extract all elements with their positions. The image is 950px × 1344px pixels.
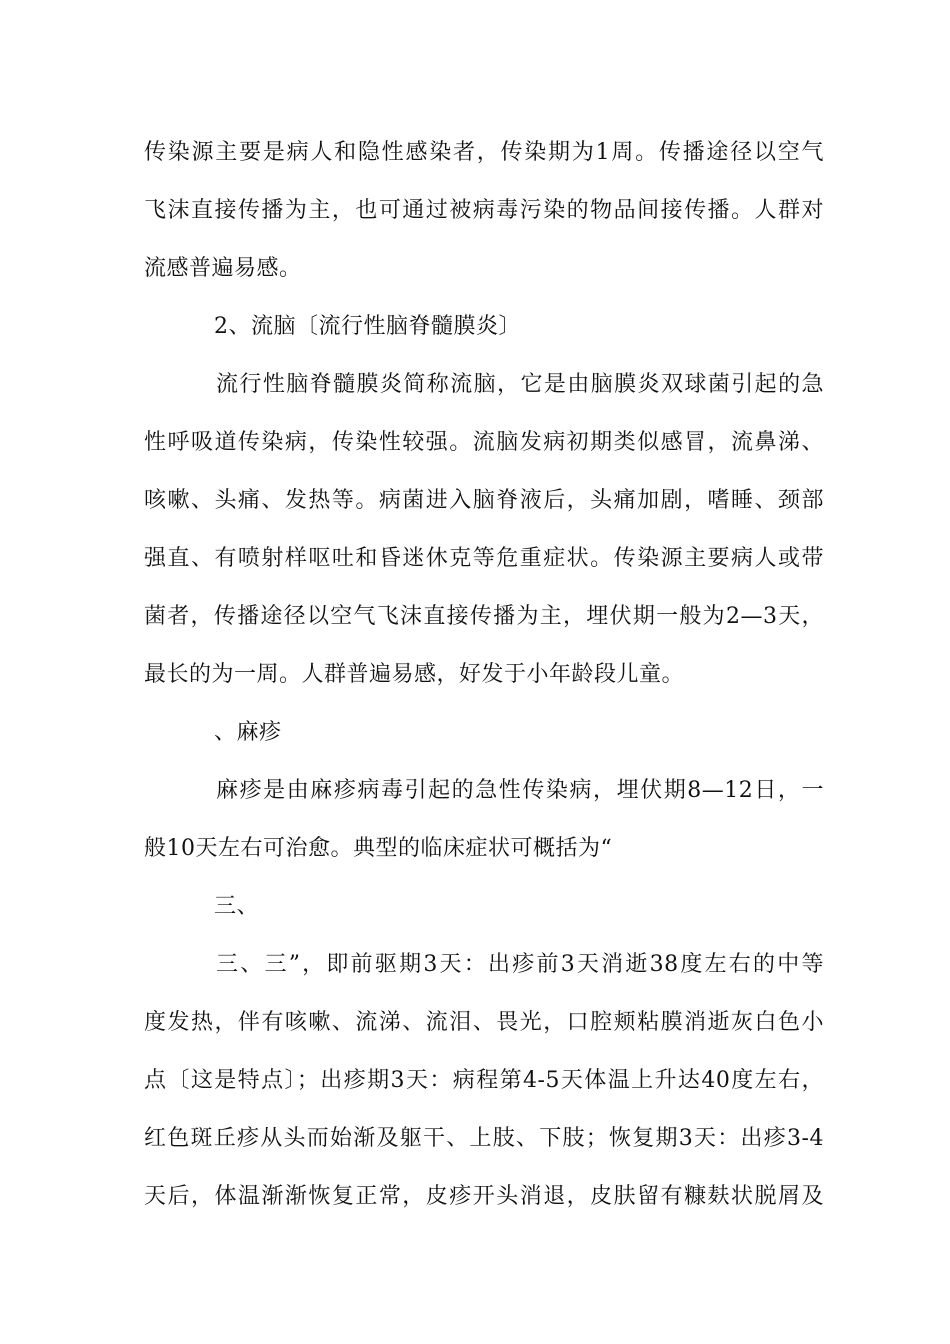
text-line-14: 三、 xyxy=(214,894,260,919)
text-line-2: 飞沫直接传播为主，也可通过被病毒污染的物品间接传播。人群对 xyxy=(144,198,824,223)
text-line-18: 红色斑丘疹从头而始渐及躯干、上肢、下肢；恢复期3天：出疹3-4 xyxy=(144,1126,824,1151)
text-line-16: 度发热，伴有咳嗽、流涕、流泪、畏光，口腔颊粘膜消逝灰白色小 xyxy=(144,1010,824,1035)
text-line-3: 流感普遍易感。 xyxy=(144,256,302,281)
text-line-12: 麻疹是由麻疹病毒引起的急性传染病，埋伏期8—12日，一 xyxy=(216,778,824,803)
text-line-7: 咳嗽、头痛、发热等。病菌进入脑脊液后，头痛加剧，嗜睡、颈部 xyxy=(144,488,824,513)
text-line-10: 最长的为一周。人群普遍易感，好发于小年龄段儿童。 xyxy=(144,662,685,687)
text-line-17: 点〔这是特点〕；出疹期3天：病程第4-5天体温上升达40度左右， xyxy=(144,1068,824,1093)
document-body xyxy=(144,124,824,1226)
text-line-13: 般10天左右可治愈。典型的临床症状可概括为“ xyxy=(144,836,613,861)
text-line-19: 天后，体温渐渐恢复正常，皮疹开头消退，皮肤留有糠麸状脱屑及 xyxy=(144,1184,824,1209)
text-line-9: 菌者，传播途径以空气飞沫直接传播为主，埋伏期一般为2—3天， xyxy=(144,604,824,629)
text-line-1: 传染源主要是病人和隐性感染者，传染期为1周。传播途径以空气 xyxy=(144,140,824,165)
text-line-6: 性呼吸道传染病，传染性较强。流脑发病初期类似感冒，流鼻涕、 xyxy=(144,430,824,455)
text-line-15: 三、三”，即前驱期3天：出疹前3天消逝38度左右的中等 xyxy=(216,952,824,977)
section-heading-meningitis: 2、流脑〔流行性脑脊髓膜炎〕 xyxy=(214,314,521,339)
text-line-8: 强直、有喷射样呕吐和昏迷休克等危重症状。传染源主要病人或带 xyxy=(144,546,824,571)
text-line-5: 流行性脑脊髓膜炎简称流脑，它是由脑膜炎双球菌引起的急 xyxy=(216,372,824,397)
section-heading-measles: 、麻疹 xyxy=(214,720,282,745)
